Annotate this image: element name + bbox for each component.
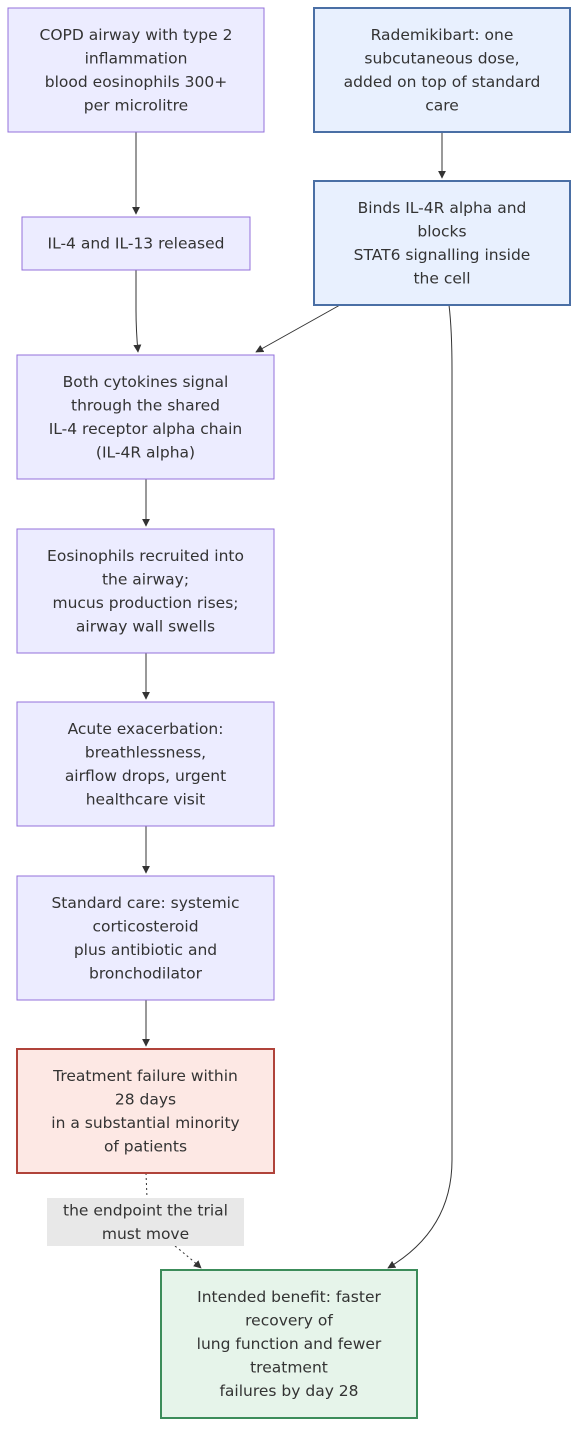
node-text-line: the cell — [413, 269, 471, 288]
node-drug — [314, 8, 570, 132]
node-text-line: airway wall swells — [75, 617, 216, 636]
node-text-line: mucus production rises; — [52, 593, 239, 612]
node-binds — [314, 181, 570, 305]
node-text-line: the airway; — [101, 570, 190, 589]
node-text-line: subcutaneous dose, — [364, 49, 520, 68]
node-benefit — [161, 1270, 417, 1418]
node-text-line: failures by day 28 — [219, 1382, 359, 1400]
node-text-line: inflammation — [84, 49, 188, 68]
node-text-line: 28 days — [114, 1090, 177, 1109]
node-text-line: blood eosinophils 300+ — [44, 72, 228, 91]
node-text-line: Treatment failure within — [53, 1066, 238, 1085]
node-text-line: through the shared — [71, 396, 220, 415]
node-text-line: Standard care: systemic — [51, 893, 240, 912]
edge-label-line: must move — [101, 1224, 190, 1243]
node-text-line: Both cytokines signal — [62, 372, 229, 391]
edge-label-line: the endpoint the trial — [63, 1201, 228, 1220]
node-text-line: of patients — [103, 1137, 188, 1156]
node-text-line: IL-4 receptor alpha chain — [48, 419, 243, 438]
node-text-line: breathlessness, — [84, 743, 207, 762]
node-text-line: Rademikibart: one — [370, 25, 514, 44]
node-text-line: added on top of standard — [343, 72, 541, 91]
node-text-line: (IL-4R alpha) — [95, 443, 196, 462]
node-text-line: healthcare visit — [85, 790, 206, 809]
edge-binds-benefit — [388, 305, 452, 1268]
node-text-line: Eosinophils recruited into — [47, 546, 244, 565]
node-text-line: STAT6 signalling inside — [353, 245, 531, 264]
node-text-line: in a substantial minority — [51, 1113, 240, 1132]
edge-binds-receptor — [256, 305, 340, 352]
node-text-line: COPD airway with type 2 — [39, 25, 233, 44]
node-copd — [8, 8, 264, 132]
node-text-line: blocks — [417, 222, 467, 241]
node-il4 — [22, 217, 250, 270]
edge-il4-receptor — [136, 270, 138, 352]
node-acute — [17, 702, 274, 826]
node-text-line: treatment — [250, 1358, 328, 1377]
node-text-line: corticosteroid — [92, 917, 199, 936]
node-text-line: Acute exacerbation: — [67, 719, 224, 738]
node-text-line: recovery of — [245, 1311, 333, 1330]
node-text-line: Intended benefit: faster — [197, 1288, 381, 1306]
node-text-line: IL-4 and IL-13 released — [47, 234, 225, 253]
node-text-line: airflow drops, urgent — [64, 766, 227, 785]
node-text-line: plus antibiotic and — [73, 940, 218, 959]
edge-label-failure-benefit — [47, 1198, 244, 1246]
node-text-line: lung function and fewer — [196, 1335, 382, 1353]
node-standard — [17, 876, 274, 1000]
node-text-line: Binds IL-4R alpha and — [357, 198, 527, 217]
edge-labels — [47, 1198, 244, 1246]
node-text-line: care — [425, 96, 459, 115]
node-eos — [17, 529, 274, 653]
node-text-line: per microlitre — [83, 96, 189, 115]
node-receptor — [17, 355, 274, 479]
node-text-line: bronchodilator — [89, 964, 202, 983]
node-failure — [17, 1049, 274, 1173]
